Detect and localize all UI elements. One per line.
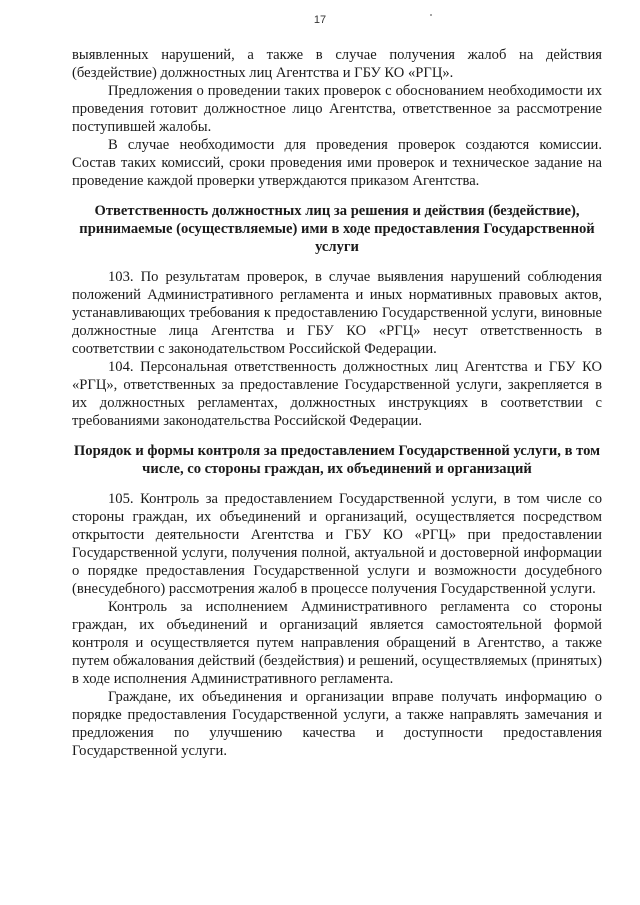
paragraph: Граждане, их объединения и организации вправе получать информацию о порядке предоставления Государственной услуги, а также направлять замечания и предложения по улучшению качества и доступности предоставления Государственной услуги.	[72, 689, 602, 759]
section-heading: Порядок и формы контроля за предоставлением Государственной услуги, в том числе, со стороны граждан, их объединений и организаций	[73, 443, 601, 477]
page-number: 17	[313, 14, 327, 26]
paragraph: выявленных нарушений, а также в случае получения жалоб на действия (бездействие) должностных лиц Агентства и ГБУ КО «РГЦ».	[72, 47, 602, 81]
section-heading: Ответственность должностных лиц за решения и действия (бездействие), принимаемые (осуществляемые) ими в ходе предоставления Государственной услуги	[79, 203, 595, 255]
paragraph: Контроль за исполнением Административного регламента со стороны граждан, их объединений и организаций является самостоятельной формой контроля и осуществляется путем направления обращений в Агентство, а также путем обжалования действий (бездействия) и решений, осуществляемых (принятых) в ходе исполнения Административного регламента.	[72, 599, 602, 687]
document-body	[72, 46, 602, 760]
paragraph: Предложения о проведении таких проверок с обоснованием необходимости их проведения готовит должностное лицо Агентства, ответственное за рассмотрение поступившей жалобы.	[72, 83, 602, 135]
paragraph-103: 103. По результатам проверок, в случае выявления нарушений соблюдения положений Административного регламента и иных нормативных правовых актов, устанавливающих требования к предоставлению Государственной услуги, виновные должностные лица Агентства и ГБУ КО «РГЦ» несут ответственность в соответствии с законодательством Российской Федерации.	[72, 269, 602, 357]
scan-speck	[430, 14, 432, 16]
paragraph-105: 105. Контроль за предоставлением Государственной услуги, в том числе со стороны граждан, их объединений и организаций, осуществляется посредством открытости деятельности Агентства и ГБУ КО «РГЦ» при предоставлении Государственной услуги, получения полной, актуальной и достоверной информации о порядке предоставления Государственной услуги и возможности досудебного (внесудебного) рассмотрения жалоб в процессе получения Государственной услуги.	[72, 491, 602, 597]
paragraph-104: 104. Персональная ответственность должностных лиц Агентства и ГБУ КО «РГЦ», ответственных за предоставление Государственной услуги, закрепляется в их должностных регламентах, должностных инструкциях в соответствии с требованиями законодательства Российской Федерации.	[72, 359, 602, 429]
paragraph: В случае необходимости для проведения проверок создаются комиссии. Состав таких комиссий, сроки проведения ими проверок и техническое задание на проведение каждой проверки утверждаются приказом Агентства.	[72, 137, 602, 189]
